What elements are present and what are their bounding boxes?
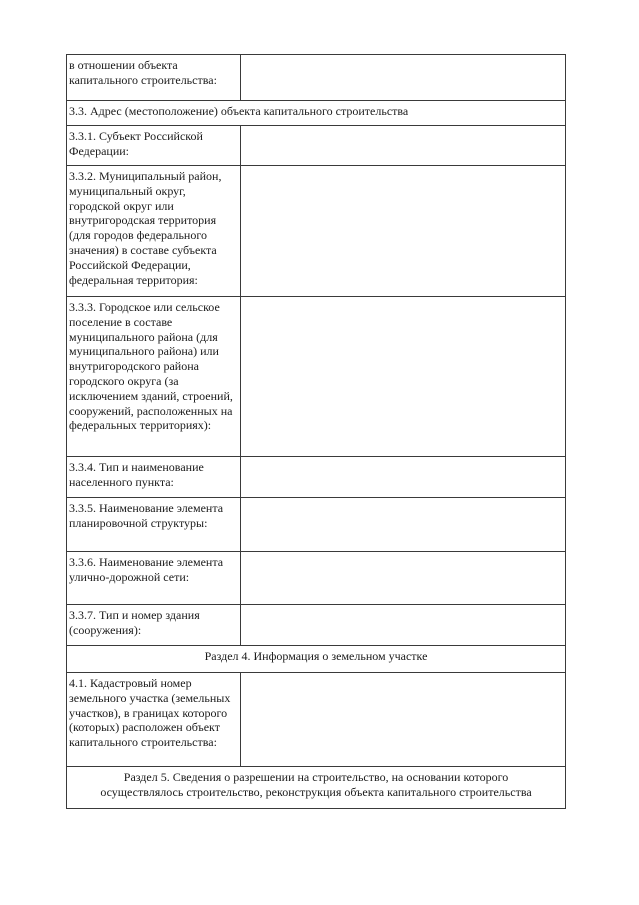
table-row <box>67 767 566 809</box>
field-label: 3.3.5. Наименование элемента планировочной структуры: <box>69 501 224 530</box>
row-label-cell <box>67 55 241 101</box>
row-label-cell <box>67 166 241 297</box>
section-heading-cell <box>67 101 566 126</box>
value-field[interactable] <box>241 457 566 498</box>
value-field[interactable] <box>241 297 566 457</box>
row-label-cell <box>67 552 241 605</box>
value-field[interactable] <box>241 605 566 646</box>
field-label: 4.1. Кадастровый номер земельного участка (земельных участков), в границах которого (которых) расположен объект капитального строительства: <box>69 676 231 750</box>
value-field[interactable] <box>241 55 566 101</box>
value-field[interactable] <box>241 498 566 552</box>
table-row <box>67 673 566 767</box>
row-label-cell <box>67 457 241 498</box>
value-field[interactable] <box>241 673 566 767</box>
table-row <box>67 166 566 297</box>
field-label: 3.3.6. Наименование элемента улично-дорожной сети: <box>69 555 224 584</box>
field-label: 3.3.7. Тип и номер здания (сооружения): <box>69 608 200 637</box>
row-label-cell <box>67 126 241 166</box>
table-row <box>67 646 566 673</box>
table-row <box>67 126 566 166</box>
row-label-cell <box>67 673 241 767</box>
table-row <box>67 498 566 552</box>
section-heading: 3.3. Адрес (местоположение) объекта капитального строительства <box>69 104 409 118</box>
field-label: 3.3.1. Субъект Российской Федерации: <box>69 129 203 158</box>
table-row <box>67 552 566 605</box>
section-title: Раздел 5. Сведения о разрешении на строительство, на основании которого осуществлялось строительство, реконструкция объекта капитального строительства <box>100 770 532 799</box>
value-field[interactable] <box>241 126 566 166</box>
table-row <box>67 55 566 101</box>
row-label-cell <box>67 297 241 457</box>
field-label: 3.3.4. Тип и наименование населенного пункта: <box>69 460 204 489</box>
value-field[interactable] <box>241 166 566 297</box>
field-label: 3.3.3. Городское или сельское поселение в составе муниципального района (для муниципального района) или внутригородского района городского округа (за исключением зданий, строений, сооружений, расположенных на федеральных территориях): <box>69 300 233 433</box>
section-title-cell <box>67 646 566 673</box>
field-label: в отношении объекта капитального строительства: <box>69 58 217 87</box>
section-title: Раздел 4. Информация о земельном участке <box>204 649 428 663</box>
row-label-cell <box>67 605 241 646</box>
table-row <box>67 297 566 457</box>
row-label-cell <box>67 498 241 552</box>
table-row <box>67 457 566 498</box>
table-row <box>67 605 566 646</box>
value-field[interactable] <box>241 552 566 605</box>
table-row <box>67 101 566 126</box>
section-title-cell <box>67 767 566 809</box>
form-table <box>66 54 566 809</box>
field-label: 3.3.2. Муниципальный район, муниципальный округ, городской округ или внутригородская территория (для городов федерального значения) в составе субъекта Российской Федерации, федеральная территория: <box>69 169 222 287</box>
